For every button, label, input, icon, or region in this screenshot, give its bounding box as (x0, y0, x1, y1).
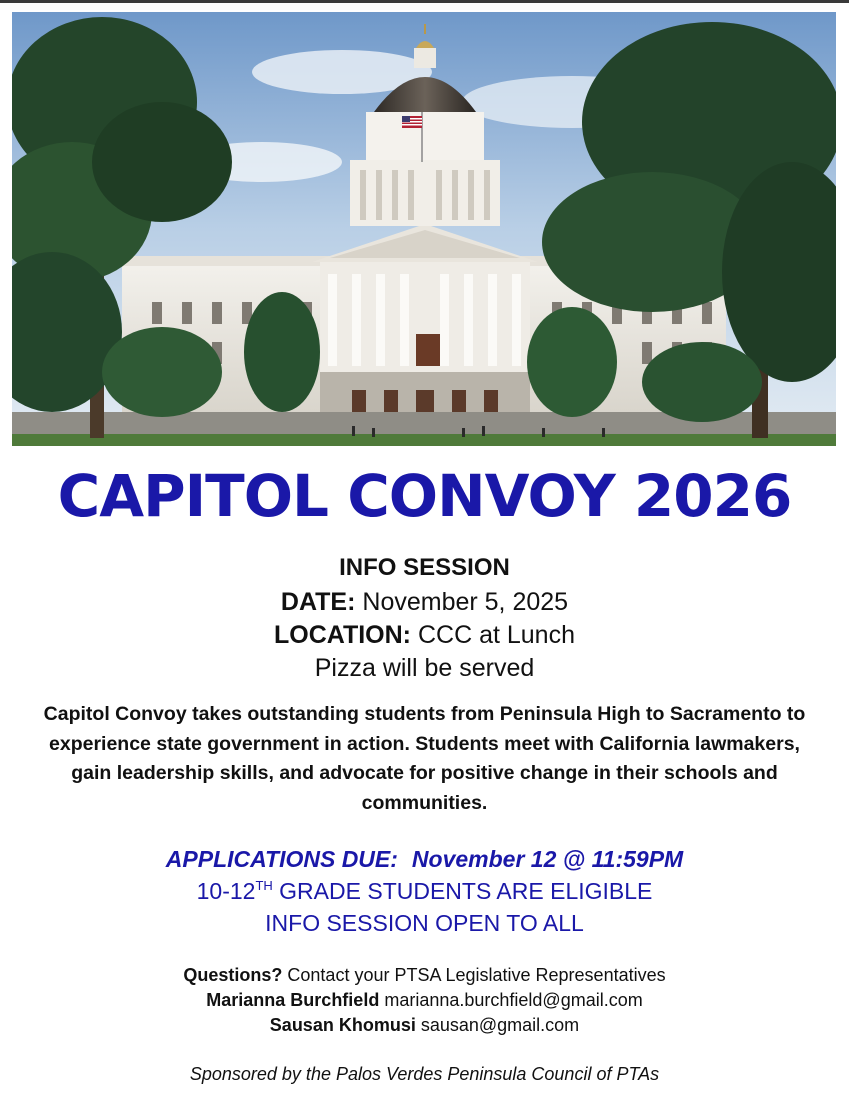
open-note: INFO SESSION OPEN TO ALL (265, 910, 584, 936)
program-description: Capitol Convoy takes outstanding students from Peninsula High to Sacramento to experience state government in action. Students meet with California lawmakers, gain leadership skills, and advocate for positive change in their schools and communities. (43, 703, 806, 814)
contact-name: Sausan Khomusi (269, 1015, 416, 1035)
contact-email: sausan@gmail.com (420, 1015, 580, 1035)
info-session-heading: INFO SESSION (339, 554, 510, 581)
sponsor-line: Sponsored by the Palos Verdes Peninsula Council of PTAs (189, 1064, 660, 1084)
top-border (0, 0, 849, 3)
date-label: DATE: (280, 588, 356, 616)
questions-line (0, 962, 849, 988)
us-flag-icon (402, 116, 422, 128)
eligibility (0, 874, 849, 908)
location-label: LOCATION: (274, 621, 412, 649)
info-date (0, 586, 849, 619)
contact-person (0, 987, 849, 1013)
contact-person (0, 1012, 849, 1038)
questions-label: Questions? (183, 965, 283, 985)
page-title: CAPITOL CONVOY 2026 (57, 462, 792, 530)
eligibility-sup: TH (255, 878, 273, 893)
applications-due (0, 842, 849, 876)
date-value: November 5, 2025 (362, 588, 569, 616)
eligibility-grades: 10-12 (196, 878, 256, 904)
questions-text: Contact your PTSA Legislative Representatives (282, 965, 666, 985)
due-value: November 12 @ 11:59PM (411, 846, 684, 872)
contact-name: Marianna Burchfield (206, 990, 380, 1010)
eligibility-text: GRADE STUDENTS ARE ELIGIBLE (272, 878, 653, 904)
info-location (0, 619, 849, 652)
location-value: CCC at Lunch (417, 621, 575, 649)
capitol-photo (12, 12, 836, 446)
due-label: APPLICATIONS DUE: (165, 846, 398, 872)
info-note: Pizza will be served (314, 654, 535, 682)
contact-email: marianna.burchfield@gmail.com (384, 990, 643, 1010)
